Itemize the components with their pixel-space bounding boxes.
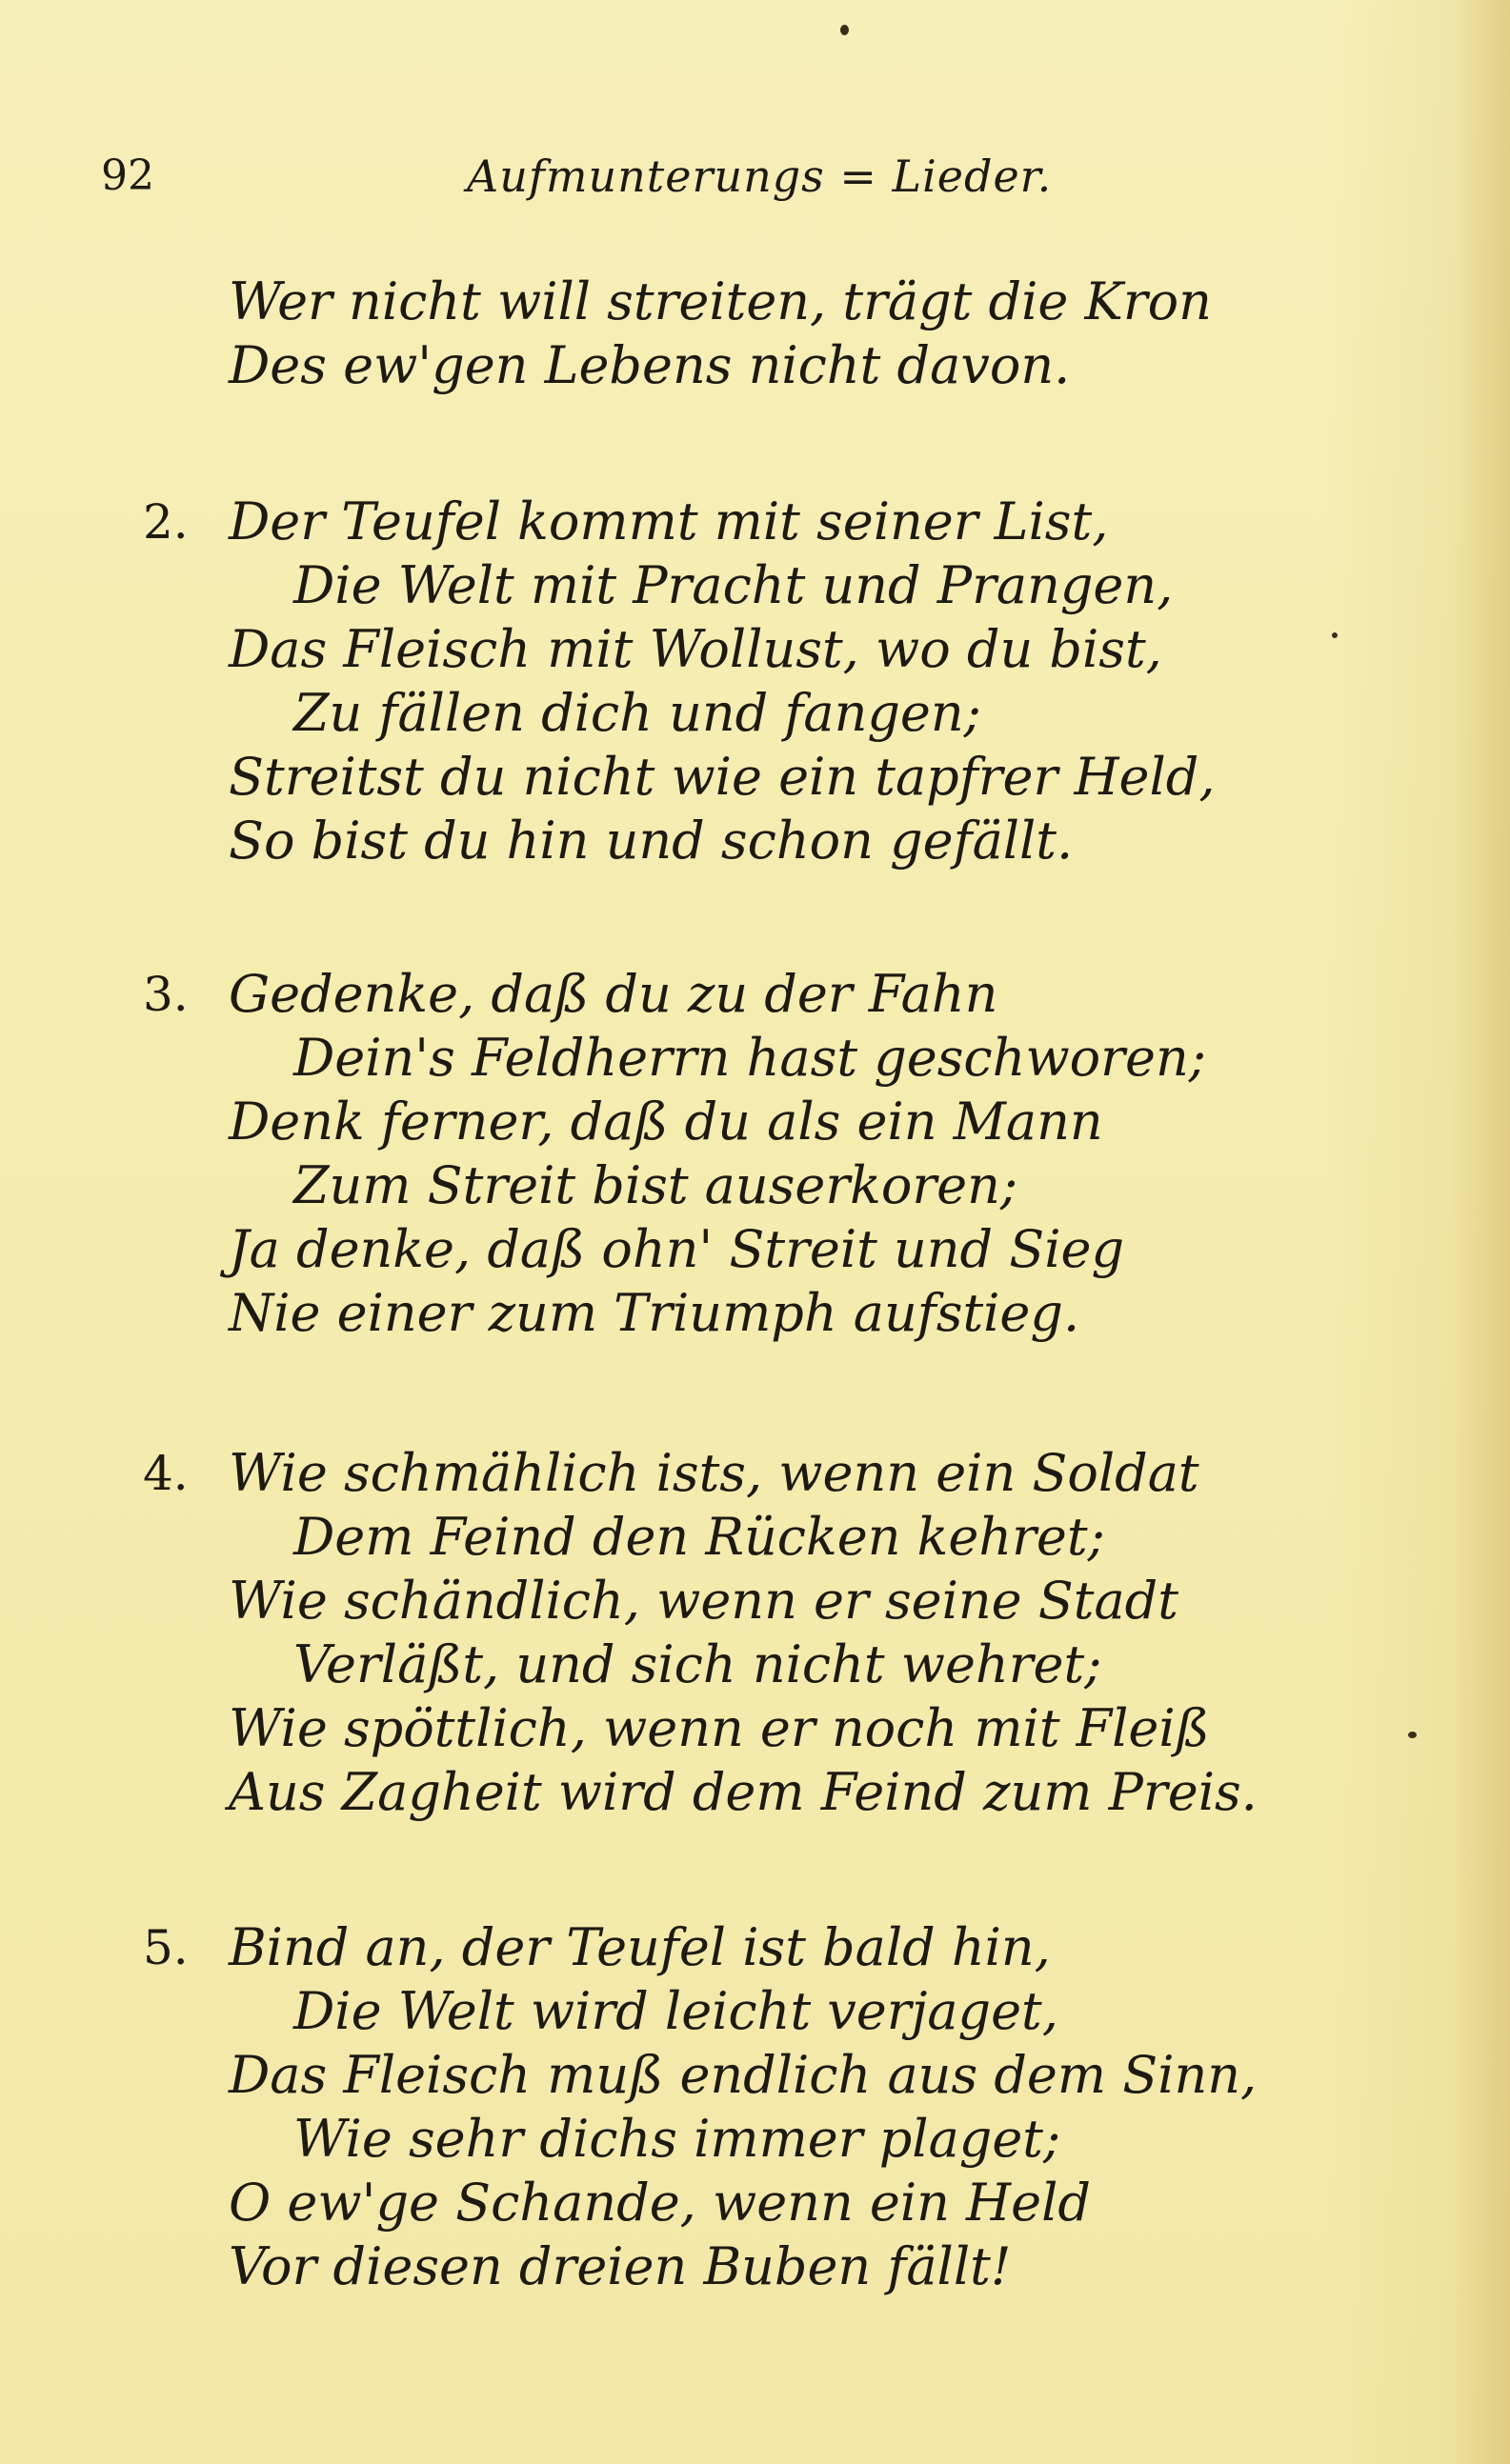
verse-line: Des ew'gen Lebens nicht davon. — [229, 335, 1071, 395]
verse-line: Ja denke, daß ohn' Streit und Sieg — [229, 1219, 1125, 1279]
verse-line: Vor diesen dreien Buben fällt! — [229, 2236, 1012, 2296]
verse-line: Die Welt mit Pracht und Prangen, — [293, 555, 1174, 615]
verse-line: So bist du hin und schon gefällt. — [229, 811, 1074, 871]
stanza-number: 5. — [143, 1920, 189, 1975]
verse-line: Wie sehr dichs immer plaget; — [293, 2109, 1061, 2169]
verse-line: Der Teufel kommt mit seiner List, — [229, 491, 1109, 551]
verse-line: Denk ferner, daß du als ein Mann — [229, 1092, 1103, 1152]
stanza-number: 4. — [143, 1446, 189, 1501]
stanza-number: 3. — [143, 967, 189, 1022]
running-title: Aufmunterungs = Lieder. — [467, 150, 1053, 202]
verse-line: Die Welt wird leicht verjaget, — [293, 1981, 1058, 2041]
verse-line: O ew'ge Schande, wenn ein Held — [229, 2173, 1091, 2233]
verse-line: Wie schändlich, wenn er seine Stadt — [229, 1571, 1178, 1631]
verse-line: Zum Streit bist auserkoren; — [293, 1155, 1018, 1215]
verse-line: Streitst du nicht wie ein tapfrer Held, — [229, 747, 1216, 807]
verse-line: Wie spöttlich, wenn er noch mit Fleiß — [229, 1698, 1210, 1758]
verse-line: Nie einer zum Triumph aufstieg. — [229, 1283, 1080, 1343]
page-number: 92 — [101, 151, 154, 200]
verse-line: Aus Zagheit wird dem Feind zum Preis. — [229, 1762, 1258, 1822]
ink-speck — [1408, 1732, 1417, 1738]
verse-line: Wie schmählich ists, wenn ein Soldat — [229, 1443, 1199, 1503]
verse-line: Dein's Feldherrn hast geschworen; — [293, 1028, 1206, 1088]
page-header — [0, 143, 1510, 210]
verse-line: Zu fällen dich und fangen; — [293, 683, 981, 743]
verse-line: Dem Feind den Rücken kehret; — [293, 1507, 1105, 1567]
ink-speck — [1332, 632, 1338, 638]
page-gutter-shadow — [1453, 0, 1510, 2464]
verse-line: Gedenke, daß du zu der Fahn — [229, 964, 998, 1024]
ink-speck — [840, 25, 849, 35]
verse-line: Wer nicht will streiten, trägt die Kron — [229, 271, 1212, 331]
verse-line: Verläßt, und sich nicht wehret; — [293, 1634, 1102, 1694]
verse-line: Bind an, der Teufel ist bald hin, — [229, 1917, 1051, 1977]
stanza-number: 2. — [143, 494, 189, 550]
verse-line: Das Fleisch mit Wollust, wo du bist, — [229, 619, 1162, 679]
verse-line: Das Fleisch muß endlich aus dem Sinn, — [229, 2045, 1258, 2105]
